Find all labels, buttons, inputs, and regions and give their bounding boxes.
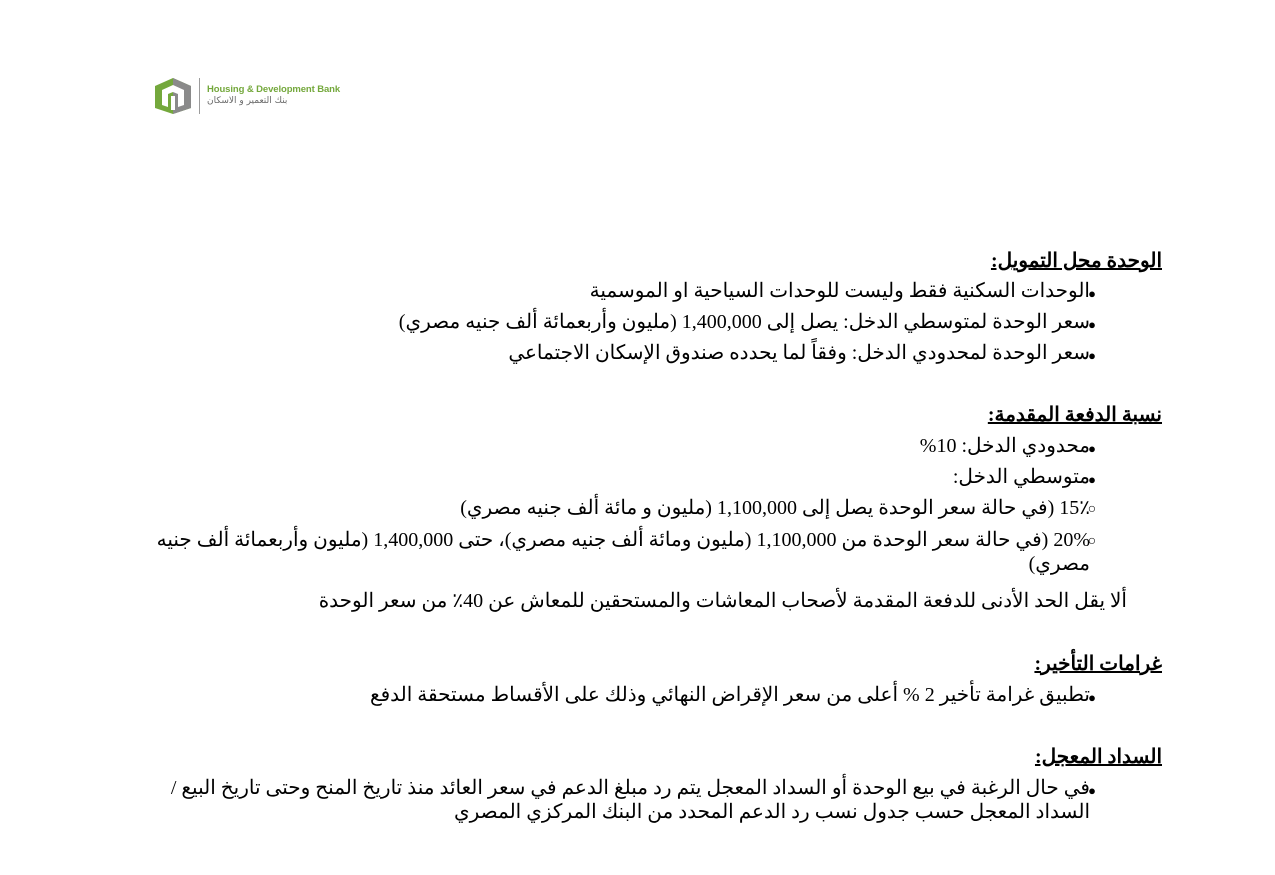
list-item: الوحدات السكنية فقط وليست للوحدات السياحية او الموسمية	[589, 280, 1090, 302]
bullet: ●	[1088, 348, 1096, 363]
logo-name-english: Housing & Development Bank	[207, 84, 341, 95]
list-item: سعر الوحدة لمتوسطي الدخل: يصل إلى 1,400,000 (مليون وأربعمائة ألف جنيه مصري)	[398, 311, 1090, 333]
bullet: ●	[1088, 286, 1096, 301]
sub-bullet: ○	[1087, 534, 1097, 549]
section-heading-unit: الوحدة محل التمويل:	[990, 250, 1162, 272]
bullet: ●	[1088, 783, 1096, 798]
sub-list-item: 20% (في حالة سعر الوحدة من 1,100,000 (مليون ومائة ألف جنيه مصري)، حتى 1,400,000 (مليون وأربعمائة ألف جنيه مصري)	[156, 529, 1090, 575]
sub-list-item: 15٪ (في حالة سعر الوحدة يصل إلى 1,100,000 (مليون و مائة ألف جنيه مصري)	[460, 497, 1090, 519]
bullet: ●	[1088, 690, 1096, 705]
bullet: ●	[1088, 472, 1096, 487]
section-heading-down-payment: نسبة الدفعة المقدمة:	[987, 404, 1162, 426]
bullet: ●	[1088, 441, 1096, 456]
sub-bullet: ○	[1087, 502, 1097, 517]
bullet: ●	[1088, 317, 1096, 332]
section-heading-late-fees: غرامات التأخير:	[1034, 653, 1162, 675]
logo-name-arabic: بنك التعمير و الاسكان	[207, 96, 288, 106]
down-payment-note: ألا يقل الحد الأدنى للدفعة المقدمة لأصحاب المعاشات والمستحقين للمعاش عن 40٪ من سعر الوحدة	[318, 590, 1127, 612]
list-item: سعر الوحدة لمحدودي الدخل: وفقاً لما يحدده صندوق الإسكان الاجتماعي	[508, 342, 1090, 364]
list-item: تطبيق غرامة تأخير 2 % أعلى من سعر الإقراض النهائي وذلك على الأقساط مستحقة الدفع	[369, 684, 1090, 706]
list-item: في حال الرغبة في بيع الوحدة أو السداد المعجل يتم رد مبلغ الدعم في سعر العائد منذ تاريخ المنح وحتى تاريخ البيع / السداد المعجل حسب جدول نسب رد الدعم المحدد من البنك المركزي المصري	[170, 777, 1090, 823]
section-heading-early-payment: السداد المعجل:	[1034, 746, 1162, 768]
list-item: متوسطي الدخل:	[952, 466, 1090, 488]
list-item: محدودي الدخل: 10%	[919, 435, 1090, 457]
